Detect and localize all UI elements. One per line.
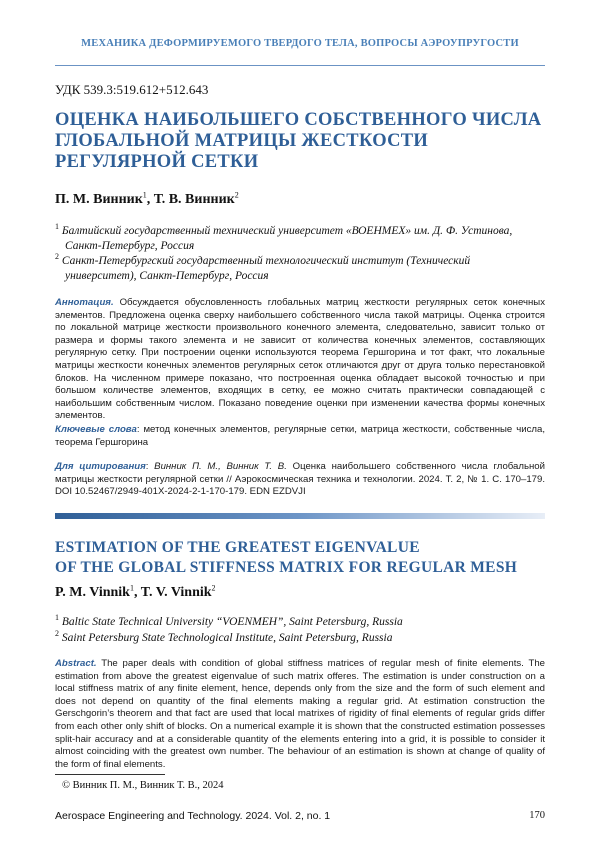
- affiliation-en-1: [55, 615, 545, 630]
- title-ru-line: РЕГУЛЯРНОЙ СЕТКИ: [55, 152, 259, 172]
- authors-ru: [55, 192, 239, 208]
- title-ru-line: ОЦЕНКА НАИБОЛЬШЕГО СОБСТВЕННОГО ЧИСЛА: [55, 110, 542, 130]
- keywords-label: Ключевые слова: [55, 424, 137, 435]
- copyright-footnote: © Винник П. М., Винник Т. В., 2024: [62, 780, 224, 791]
- affil-text: университет), Санкт-Петербург, Россия: [65, 270, 269, 282]
- citation-authors: Винник П. М., Винник Т. В.: [154, 461, 287, 472]
- title-en-line: OF THE GLOBAL STIFFNESS MATRIX FOR REGULAR MESH: [55, 559, 518, 576]
- citation-text: Оценка наибольшего собственного числа глобальной матрицы жесткости регулярной сетки // Аэрокосмическая техника и технологии. 2024. Т. 2, № 1. С. 170–179. DOI 10.52467/2949-401X-2024-2-1-170-179. EDN EZDVJI: [55, 461, 545, 498]
- keywords-text: : метод конечных элементов, регулярные сетки, матрица жесткости, собственные числа, теорема Гершгорина: [55, 424, 545, 448]
- affil-number: 1: [55, 222, 59, 232]
- keywords-ru: [55, 424, 545, 449]
- abstract-ru: [55, 297, 545, 423]
- journal-section-header: МЕХАНИКА ДЕФОРМИРУЕМОГО ТВЕРДОГО ТЕЛА, ВОПРОСЫ АЭРОУПРУГОСТИ: [81, 38, 519, 49]
- author-separator: ,: [133, 585, 141, 600]
- abstract-text: Обсуждается обусловленность глобальных матриц жесткости регулярных сеток конечных элементов. Предложена оценка сверху наибольшего собственного числа такой матрицы. Оценка строится по локальной матрице жесткости произвольного конечного элемента, следовательно, зависит только от размера и формы такого элемента и не зависит от количества конечных элементов, составляющих регулярную сетку. При построении оценки используются теорема Гершгорина и тот факт, что локальные матрицы жесткости конечных элементов регулярных сеток отличаются друг от друга только перестановкой блоков. На численном примере показано, что построенная оценка обладает высокой точностью и при большом количестве элементов, входящих в сетку, ее можно считать практически совпадающей с наибольшим собственным числом. Показано поведение оценки при изменении качества формы конечных элементов.: [55, 297, 545, 422]
- footer-journal: Aerospace Engineering and Technology. 2024. Vol. 2, no. 1: [55, 810, 331, 822]
- abstract-label: Аннотация.: [55, 297, 114, 308]
- author-separator: ,: [146, 192, 154, 207]
- author-name: P. M. Vinnik: [55, 585, 130, 600]
- affil-number: 1: [55, 613, 59, 623]
- header-divider: [55, 65, 545, 66]
- author-name: П. М. Винник: [55, 192, 143, 207]
- citation-label: Для цитирования: [55, 461, 146, 472]
- affil-number: 2: [55, 629, 59, 639]
- author-name: Т. В. Винник: [153, 192, 235, 207]
- affiliation-ru-1: [55, 224, 545, 254]
- authors-en: [55, 585, 216, 601]
- abstract-text: The paper deals with condition of global stiffness matrices of regular mesh of finite elements. The estimation from above the greatest eigenvalue of such matrix offeres. The estimation is under construction on a local stiffness matrix of any finite element, hence, depends only from the size and the form of such element and does not depend on quantity of the final elements making a regular grid. At estimation construction the Gerschgorin’s theorem and that fact are used that local matrixes of rigidity of final elements of regular grids differ from each other only shift of blocks. On a numerical example it is shown that the constructed estimation possesses split-hair accuracy and at a considerable quantity of the elements entering into a grid, it is possible to consider it almost coinciding with the greatest own number. The behaviour of an estimation is shown at change of quality of the form of final elements.: [55, 658, 545, 770]
- affil-number: 2: [55, 252, 59, 262]
- author-affil-mark: 2: [234, 190, 239, 200]
- title-en: [55, 538, 545, 578]
- udk-code: УДК 539.3:519.612+512.643: [55, 82, 209, 97]
- affil-text: Санкт-Петербург, Россия: [65, 240, 195, 252]
- page-number: 170: [529, 810, 545, 821]
- title-ru: [55, 110, 545, 173]
- author-affil-mark: 1: [142, 190, 147, 200]
- footnote-rule: [55, 774, 165, 775]
- abstract-en: [55, 658, 545, 771]
- title-en-line: ESTIMATION OF THE GREATEST EIGENVALUE: [55, 539, 420, 556]
- affiliation-ru-2: [55, 254, 545, 284]
- affil-text: Baltic State Technical University “VOENMEH”, Saint Petersburg, Russia: [61, 616, 403, 628]
- author-affil-mark: 2: [211, 583, 216, 593]
- section-divider-bar: [55, 513, 545, 519]
- title-ru-line: ГЛОБАЛЬНОЙ МАТРИЦЫ ЖЕСТКОСТИ: [55, 131, 429, 151]
- affil-text: Санкт-Петербургский государственный технологический институт (Технический: [61, 255, 471, 267]
- affiliation-en-2: [55, 631, 545, 646]
- citation: Для цитирования: Винник П. М., Винник Т. В. Оценка наибольшего собственного числа глобальной матрицы жесткости регулярной сетки // Аэрокосмическая техника и технологии. 2024. Т. 2, № 1. С. 170–179. DOI 10.52467/2949-401X-2024-2-1-170-179. EDN EZDVJI: [55, 461, 545, 498]
- affil-text: Балтийский государственный технический университет «ВОЕНМЕХ» им. Д. Ф. Устинова,: [61, 225, 513, 237]
- abstract-label: Abstract.: [55, 658, 97, 669]
- author-affil-mark: 1: [129, 583, 134, 593]
- author-name: T. V. Vinnik: [140, 585, 212, 600]
- affil-text: Saint Petersburg State Technological Institute, Saint Petersburg, Russia: [61, 632, 393, 644]
